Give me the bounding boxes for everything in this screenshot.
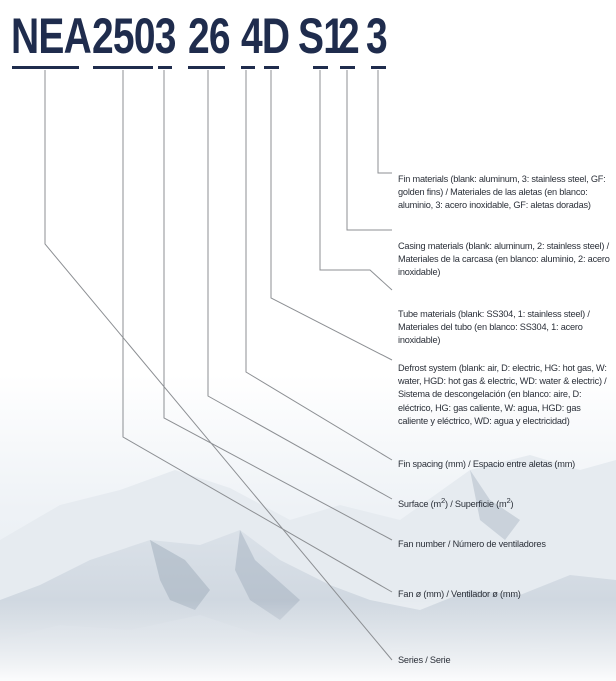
code-segment-casing: 2 [338, 8, 359, 64]
code-segment-fin: 3 [366, 8, 387, 64]
underline-tube [313, 66, 328, 69]
code-segment-tube: S1 [298, 8, 345, 64]
surface-text-1: Surface (m [398, 499, 441, 510]
underline-defrost [264, 66, 279, 69]
label-surface [398, 494, 610, 511]
leader-line-fin-materials [378, 70, 392, 173]
leader-line-fin-spacing [246, 70, 392, 460]
code-segment-defrost: 4D [241, 8, 290, 64]
code-segment-surface: 26 [188, 8, 230, 64]
leader-line-tube-materials [320, 70, 392, 290]
underline-series [12, 66, 79, 69]
leader-line-defrost-system [271, 70, 392, 360]
leader-line-fan-diameter [123, 70, 392, 592]
surface-sup-2: 2 [506, 496, 511, 505]
label-fan-diameter: Fan ø (mm) / Ventilador ø (mm) [398, 589, 521, 599]
surface-text-2: ) / Superficie (m [445, 499, 507, 510]
leader-line-casing-materials [347, 70, 392, 230]
leader-line-series [45, 70, 392, 660]
label-series: Series / Serie [398, 655, 451, 665]
underline-fan-diameter [93, 66, 153, 69]
code-segment-fan-diameter: 2503 [92, 8, 176, 64]
underline-fin-spacing [241, 66, 255, 69]
underline-fin [371, 66, 386, 69]
leader-line-fan-number [164, 70, 392, 540]
label-fin-materials: Fin materials (blank: aluminum, 3: stainless steel, GF: golden fins) / Materiales de las aletas (en blanco: aluminio, 3: acero inoxidable, GF: aletas doradas) [398, 174, 606, 211]
surface-sup-1: 2 [440, 496, 445, 505]
label-casing-materials: Casing materials (blank: aluminum, 2: stainless steel) / Materiales de la carcasa (en blanco: aluminio, 2: acero inoxidable) [398, 241, 610, 278]
underline-casing [340, 66, 355, 69]
label-tube-materials: Tube materials (blank: SS304, 1: stainless steel) / Materiales del tubo (en blanco: SS304, 1: acero inoxidable) [398, 309, 590, 346]
code-segment-series: NEA [11, 8, 92, 64]
label-defrost-system: Defrost system (blank: air, D: electric, HG: hot gas, W: water, HGD: hot gas & electric, WD: water & electric) / Sistema de descongelación (en blanco: aire, D: eléctrico, HG: gas caliente, W: agua, HGD: gas caliente y eléctrico, WD: agua y electricidad) [398, 363, 607, 426]
surface-text-3: ) [510, 499, 514, 510]
leader-line-surface [208, 70, 392, 499]
label-fan-number: Fan number / Número de ventiladores [398, 539, 546, 549]
underline-surface [188, 66, 225, 69]
label-fin-spacing: Fin spacing (mm) / Espacio entre aletas (mm) [398, 459, 576, 469]
underline-fan-number [158, 66, 172, 69]
